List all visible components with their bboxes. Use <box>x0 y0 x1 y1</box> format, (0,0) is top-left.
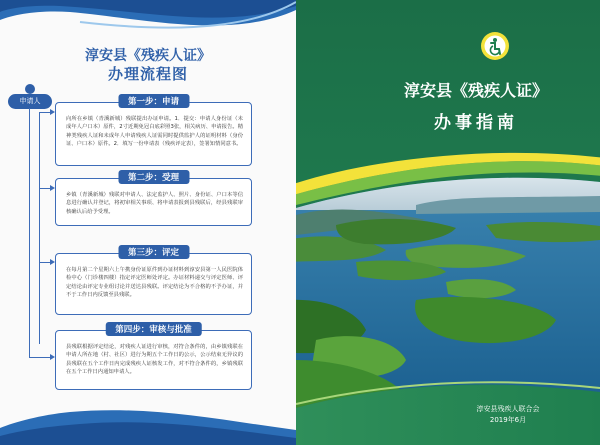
step-heading: 第一步：申请 <box>118 94 189 108</box>
step-description: 县残联根据评定结论，对残疾人证进行审核，对符合条件的，由乡镇残联在申请人所在地（村、社区）进行为期五个工作日的公示，公示结束无异议的县残联在五个工作日内完成残疾人证核发工作，对不符合条件的，乡镇残联在五个工作日内通知申请人。 <box>66 344 243 376</box>
cover-title: 淳安县《残疾人证》 <box>403 81 548 100</box>
step-box-1 <box>55 97 252 166</box>
step-box-4 <box>55 325 252 390</box>
disability-federation-logo-icon <box>480 31 510 61</box>
step-description: 向所在乡镇（青溪新城）残联提出办证申请。1．提交：申请人身份证（未成年人户口本）原件，2寸近期免冠白底彩照3张，相关病历、申请报告。精神类残疾人证和未成年人申请残疾人证需同时提供监护人的证明材料（身份证、户口本）原件。2．填写一份申请表（残疾评定表），签署知情同意书。 <box>66 116 243 148</box>
step-box-3 <box>55 248 252 315</box>
cover-panel <box>296 0 600 445</box>
step-description: 乡镇（青溪新城）残联对申请人、法定监护人、照片、身份证、户口本等信息进行确认并登记，将初审相关事项、将申请表报到县残联后，经县残联审核确认后给予受理。 <box>66 192 243 215</box>
step-heading: 第二步：受理 <box>118 170 189 184</box>
step-heading: 第三步：评定 <box>118 245 189 259</box>
flow-connector-line <box>29 108 30 358</box>
step-heading: 第四步：审核与批准 <box>105 322 202 336</box>
flowchart-panel <box>0 0 296 445</box>
applicant-label: 申请人 <box>8 94 52 109</box>
cover-background <box>296 0 600 445</box>
step-box-2 <box>55 173 252 226</box>
cover-subtitle: 办事指南 <box>434 113 518 133</box>
flowchart-subtitle: 办理流程图 <box>107 65 188 83</box>
step-description: 在每月第二个星期六上午携身份证原件到办证材料到淳安县第一人民医院体检中心（门诊楼四楼）指定评定医师处评定。办证材料递交与评定医师、评定结论由评定专业组讨论并送达县残联。评定结论为不合格的不予办证，并不于工作日内反馈至县残联。 <box>66 267 243 299</box>
flowchart-title: 淳安县《残疾人证》 <box>85 48 211 64</box>
issuing-organization: 淳安县残疾人联合会 <box>476 405 540 413</box>
person-icon <box>25 84 35 94</box>
flow-connector-line <box>39 112 40 344</box>
publication-date: 2019年6月 <box>489 416 527 424</box>
applicant-badge <box>7 84 53 114</box>
